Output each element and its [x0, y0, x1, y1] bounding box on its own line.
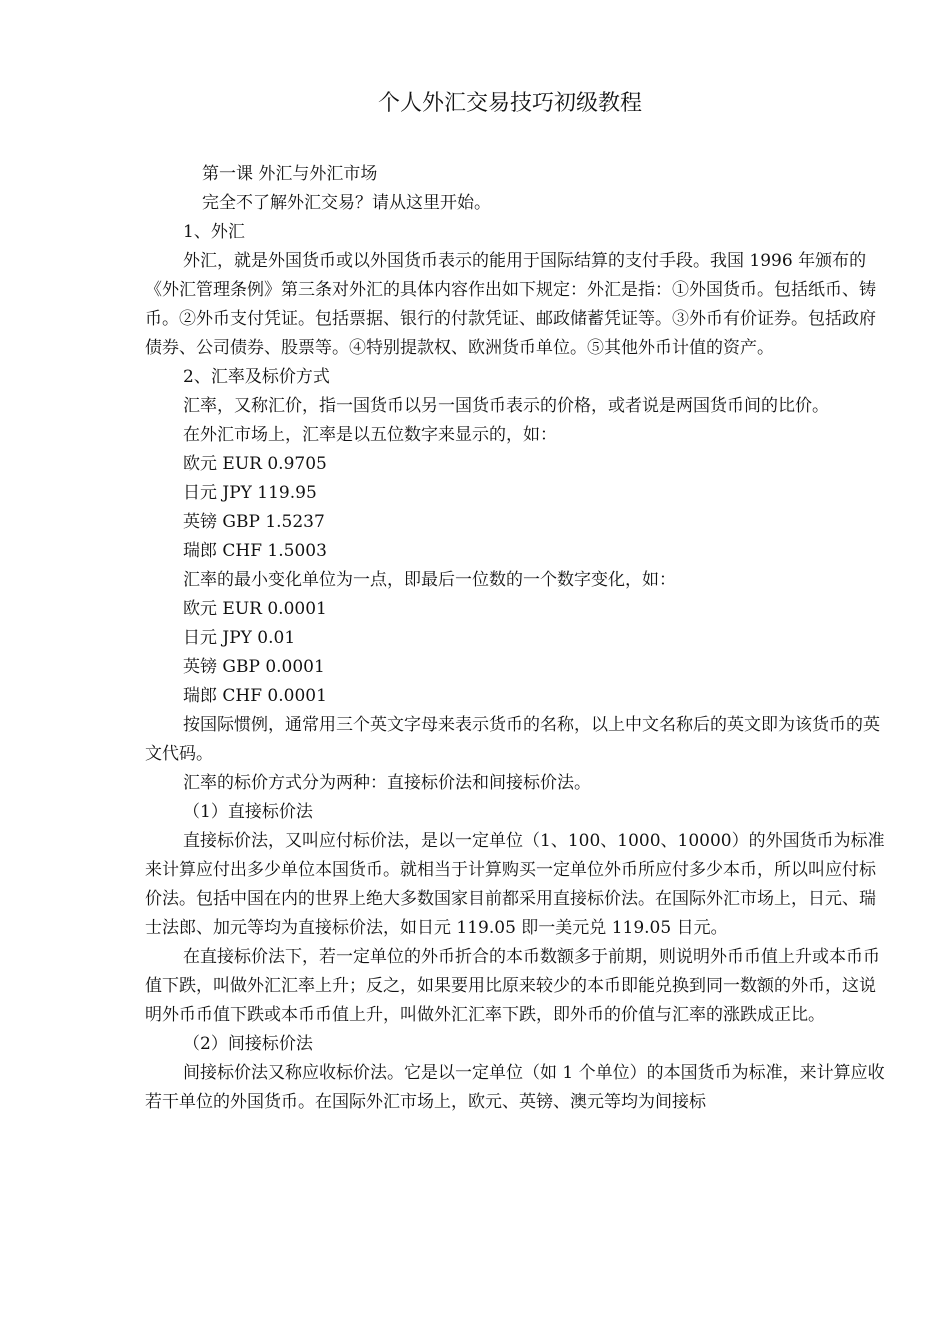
point-item: 瑞郎 CHF 0.0001 [183, 686, 327, 706]
indirect-quotation-heading: （2）间接标价法 [183, 1034, 313, 1054]
indirect-quotation-paragraph: 间接标价法又称应收标价法。它是以一定单位（如 1 个单位）的本国货币为标准，来计算应收若干单位的外国货币。在国际外汇市场上，欧元、英镑、澳元等均为间接标 [145, 1063, 885, 1112]
lesson-intro: 完全不了解外汇交易？请从这里开始。 [202, 193, 491, 213]
document-body [145, 160, 885, 1117]
quotation-methods-note: 汇率的标价方式分为两种：直接标价法和间接标价法。 [183, 773, 591, 793]
direct-quotation-paragraph-1: 直接标价法，又叫应付标价法，是以一定单位（1、100、1000、10000）的外国货币为标准来计算应付出多少单位本国货币。就相当于计算购买一定单位外币所应付多少本币，所以叫应付标价法。包括中国在内的世界上绝大多数国家目前都采用直接标价法。在国际外汇市场上，日元、瑞士法郎、加元等均为直接标价法，如日元 119.05 即一美元兑 119.05 日元。 [145, 831, 885, 938]
minimum-change-note: 汇率的最小变化单位为一点，即最后一位数的一个数字变化，如： [183, 570, 676, 590]
rate-item: 欧元 EUR 0.9705 [183, 454, 327, 474]
direct-quotation-heading: （1）直接标价法 [183, 802, 313, 822]
rate-item: 日元 JPY 119.95 [183, 483, 317, 503]
lesson-heading: 第一课 外汇与外汇市场 [202, 164, 378, 184]
exchange-rate-definition: 汇率，又称汇价，指一国货币以另一国货币表示的价格，或者说是两国货币间的比价。 [183, 396, 829, 416]
five-digit-display-note: 在外汇市场上，汇率是以五位数字来显示的，如： [183, 425, 557, 445]
point-item: 欧元 EUR 0.0001 [183, 599, 327, 619]
rate-item: 英镑 GBP 1.5237 [183, 512, 325, 532]
point-item: 英镑 GBP 0.0001 [183, 657, 325, 677]
section-1-paragraph: 外汇，就是外国货币或以外国货币表示的能用于国际结算的支付手段。我国 1996 年颁布的《外汇管理条例》第三条对外汇的具体内容作出如下规定：外汇是指：①外国货币。包括纸币、铸币。②外币支付凭证。包括票据、银行的付款凭证、邮政储蓄凭证等。③外币有价证券。包括政府债券、公司债券、股票等。④特别提款权、欧洲货币单位。⑤其他外币计值的资产。 [145, 251, 876, 358]
section-2-heading: 2、汇率及标价方式 [183, 367, 330, 387]
document-title: 个人外汇交易技巧初级教程 [377, 91, 642, 116]
rate-item: 瑞郎 CHF 1.5003 [183, 541, 327, 561]
currency-code-note: 按国际惯例，通常用三个英文字母来表示货币的名称，以上中文名称后的英文即为该货币的英文代码。 [145, 715, 880, 764]
section-1-heading: 1、外汇 [183, 222, 245, 242]
point-item: 日元 JPY 0.01 [183, 628, 296, 648]
direct-quotation-paragraph-2: 在直接标价法下，若一定单位的外币折合的本币数额多于前期，则说明外币币值上升或本币币值下跌，叫做外汇汇率上升；反之，如果要用比原来较少的本币即能兑换到同一数额的外币，这说明外币币值下跌或本币币值上升，叫做外汇汇率下跌，即外币的价值与汇率的涨跌成正比。 [145, 947, 880, 1025]
